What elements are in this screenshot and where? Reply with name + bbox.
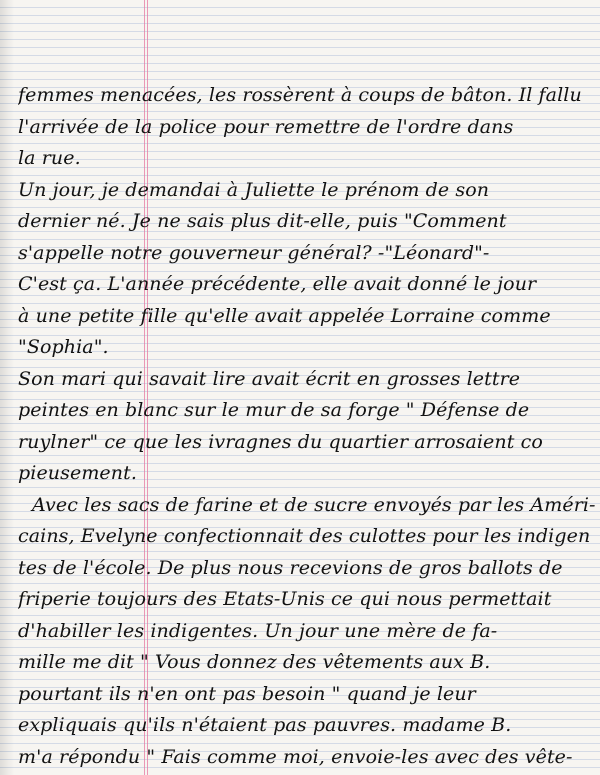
text-line-12: ruylner" ce que les ivragnes du quartier arrosaient co [18, 430, 543, 453]
text-line-7: C'est ça. L'année précédente, elle avait donné le jour [18, 273, 537, 295]
text-line-10: Son mari qui savait lire avait écrit en grosses lettre [18, 367, 521, 390]
text-line-15: cains, Evelyne confectionnait des culottes pour les indigen [18, 525, 591, 547]
text-line-1: femmes menacées, les rossèrent à coups de bâton. Il fallu [18, 84, 582, 106]
text-line-20: pourtant ils n'en ont pas besoin " quand je leur [18, 682, 476, 705]
page-edge-shadow [0, 0, 14, 775]
text-line-21: expliquais qu'ils n'étaient pas pauvres. madame B. [18, 714, 512, 736]
text-line-5: dernier né. Je ne sais plus dit-elle, puis "Comment [18, 210, 507, 232]
text-line-6: s'appelle notre gouverneur général? -"Léonard"- [18, 241, 490, 264]
text-line-8: à une petite fille qu'elle avait appelée Lorraine comme [18, 304, 551, 327]
text-line-22: m'a répondu " Fais comme moi, envoie-les avec des vête- [18, 745, 573, 768]
text-line-3: la rue. [18, 147, 81, 169]
text-line-9: "Sophia". [18, 336, 109, 358]
text-line-16: tes de l'école. De plus nous recevions de gros ballots de [18, 556, 563, 579]
handwritten-text [18, 80, 596, 773]
text-line-2: l'arrivée de la police pour remettre de l'ordre dans [18, 115, 514, 138]
text-line-19: mille me dit " Vous donnez des vêtements aux B. [18, 651, 491, 673]
text-line-14: Avec les sacs de farine et de sucre envoyés par les Améri- [32, 493, 596, 516]
text-line-13: pieusement. [18, 462, 137, 484]
text-line-17: friperie toujours des Etats-Unis ce qui nous permettait [18, 588, 552, 610]
text-line-11: peintes en blanc sur le mur de sa forge " Défense de [18, 399, 530, 421]
text-line-4: Un jour, je demandai à Juliette le prénom de son [18, 178, 490, 201]
text-line-18: d'habiller les indigentes. Un jour une mère de fa- [18, 619, 498, 642]
